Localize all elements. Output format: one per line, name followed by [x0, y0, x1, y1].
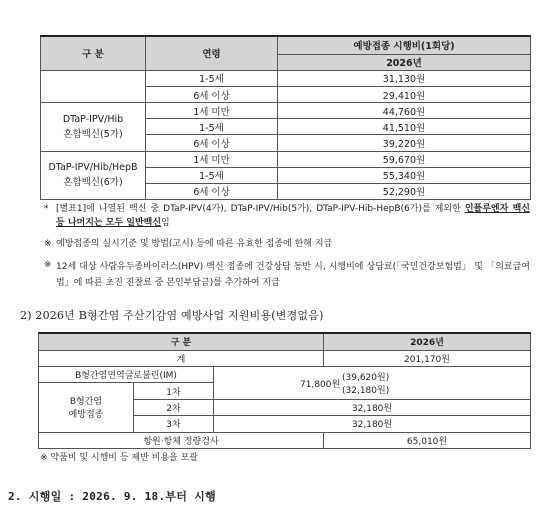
- table-cell-age: 6세 이상: [146, 135, 278, 151]
- table1-group-5valent: [41, 103, 146, 151]
- note-valid-vaccination: [44, 238, 530, 252]
- table1-group-6valent: [41, 151, 146, 199]
- table2-dose3-label: 3차: [134, 416, 214, 432]
- table2-test-label: 항원·항체 정량검사: [39, 432, 324, 448]
- table2-dose2-label: 2차: [134, 399, 214, 415]
- table2-immunoglobulin-label: B형간염면역글로불린(IM): [39, 366, 214, 382]
- table1-blank-category: [41, 70, 146, 102]
- group2-line1: DTaP-IPV/Hib/HepB: [48, 162, 138, 174]
- section-heading-hepb: 2) 2026년 B형간염 주산기감염 예방사업 지원비용(변경없음): [20, 309, 324, 322]
- note2-text: 예방접종의 실시기준 및 방법(고시) 등에 따른 유효한 접종에 한해 지급: [56, 239, 333, 249]
- table2-vaccination-label: [39, 383, 134, 432]
- vaccination-line2: 예방접종: [68, 410, 104, 421]
- vaccination-line1: B형간염: [69, 397, 103, 408]
- table-cell-fee: 41,510원: [278, 119, 531, 135]
- table2-total-label: 계: [39, 350, 324, 366]
- table-cell-fee: 31,130원: [278, 70, 531, 86]
- table-cell-fee: 55,340원: [278, 167, 531, 183]
- table-cell-fee: 39,220원: [278, 135, 531, 151]
- table-cell-fee: 44,760원: [278, 103, 531, 119]
- section-effective-date: 2. 시행일 : 2026. 9. 18.부터 시행: [8, 490, 217, 503]
- table-cell-age: 6세 이상: [146, 87, 278, 103]
- table-cell-fee: 29,410원: [278, 87, 531, 103]
- hepb-support-cost-table: [38, 332, 531, 449]
- table2-immunoglobulin-value: [214, 366, 531, 399]
- table1-header-category: 구 분: [41, 36, 146, 70]
- note1-emphasis: 인플루엔자 백신 등 나머지는 모두 일반백신: [56, 204, 530, 228]
- immunoglobulin-sub1: (39,620원): [342, 372, 390, 383]
- table2-header-category: 구 분: [39, 333, 324, 350]
- table2-dose1-label: 1차: [134, 383, 214, 399]
- note-hpv-consultation: [44, 259, 530, 291]
- immunoglobulin-sub2: (32,180원): [342, 385, 390, 396]
- table-cell-fee: 52,290원: [278, 183, 531, 199]
- table1-header-fee: 예방접종 시행비(1회당): [278, 36, 531, 54]
- table1-header-year: 2026년: [278, 54, 531, 70]
- note3-text: 12세 대상 사람유두종바이러스(HPV) 백신 접종에 건강상담 동반 시, 시행비에 상담료(「국민건강보험법」 및 「의료급여법」에 따른 초진 진찰료 중 본인부담금)를 추가하여 지급: [56, 262, 530, 288]
- group1-line2: 혼합백신(5가): [63, 128, 123, 140]
- group2-line2: 혼합백신(6가): [63, 177, 123, 189]
- table2-dose3-value: 32,180원: [214, 416, 531, 432]
- note1-suffix: 임: [161, 217, 170, 228]
- group1-line1: DTaP-IPV/Hib: [62, 113, 124, 125]
- table-cell-age: 1-5세: [146, 167, 278, 183]
- table-cell-age: 1-5세: [146, 70, 278, 86]
- vaccination-fee-table: [40, 35, 531, 200]
- table-cell-age: 1세 미만: [146, 103, 278, 119]
- note-marker: *: [44, 204, 49, 214]
- table2-header-year: 2026년: [324, 333, 531, 350]
- table2-footnote: ※ 약품비 및 시행비 등 제반 비용을 포괄: [40, 453, 198, 463]
- table2-test-value: 65,010원: [324, 432, 531, 448]
- table2-total-value: 201,170원: [324, 350, 531, 366]
- note-marker: ※: [44, 239, 52, 249]
- table-cell-age: 1-5세: [146, 119, 278, 135]
- table1-header-age: 연령: [146, 36, 278, 70]
- table-cell-age: 1세 미만: [146, 151, 278, 167]
- table-cell-fee: 59,670원: [278, 151, 531, 167]
- note-marker: ※: [44, 260, 52, 270]
- note1-text: [별표1]에 나열된 백신 중 DTaP-IPV(4가), DTaP-IPV/Hib(5가), DTaP-IPV-Hib-HepB(6가)를 제외한: [56, 204, 465, 214]
- note-general-vaccine: [44, 203, 530, 230]
- table2-dose2-value: 32,180원: [214, 399, 531, 415]
- table-cell-age: 6세 이상: [146, 183, 278, 199]
- immunoglobulin-total: 71,800원: [300, 379, 341, 390]
